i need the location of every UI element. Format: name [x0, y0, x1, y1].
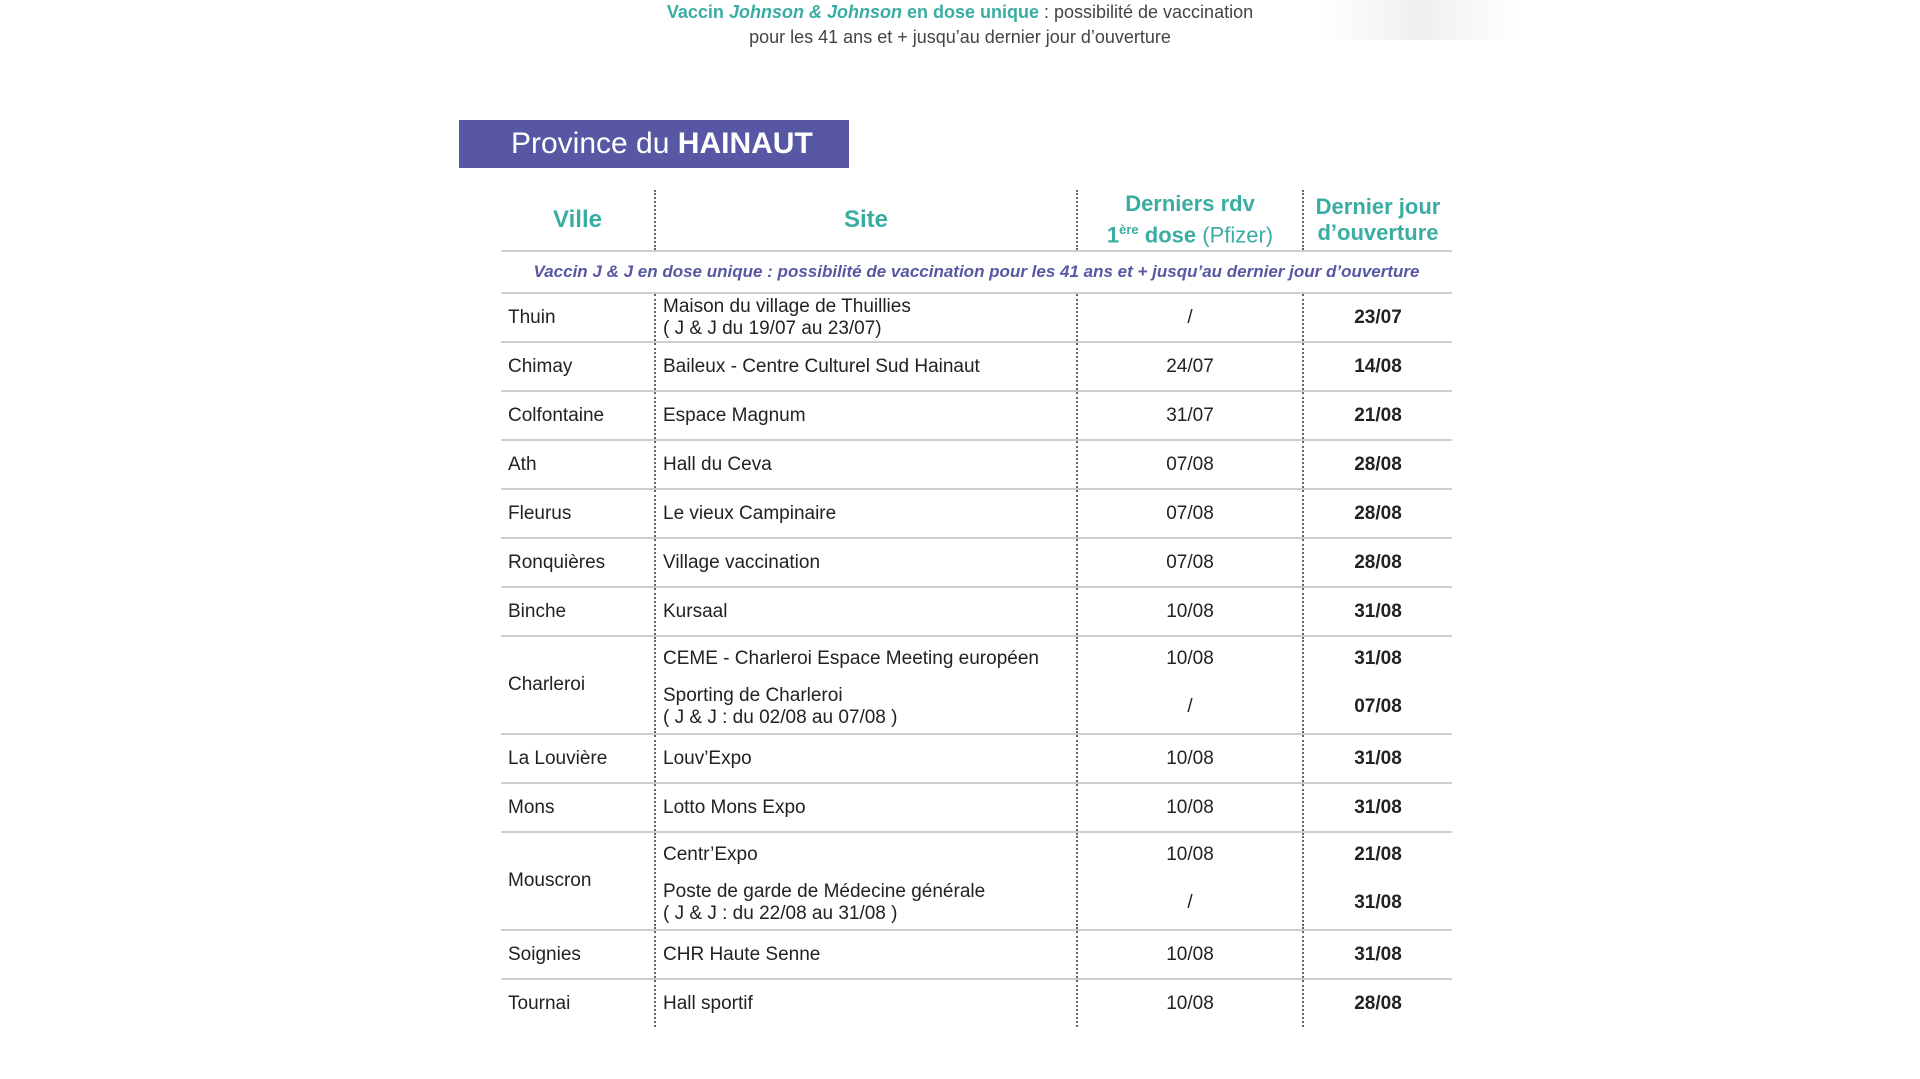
table-row: [501, 931, 1452, 980]
table-row: [501, 735, 1452, 784]
rdv-value: 10/08: [1166, 796, 1214, 818]
cell-rdv: [1078, 490, 1304, 537]
header-rdv: [1078, 190, 1304, 250]
jour-value: 21/08: [1354, 844, 1402, 865]
top-note-single-dose: en dose unique: [906, 2, 1039, 22]
site-name: Poste de garde de Médecine générale: [663, 881, 986, 902]
site-name: Louv’Expo: [663, 747, 752, 769]
cell-rdv: [1078, 980, 1304, 1027]
site-name: Baileux - Centre Culturel Sud Hainaut: [663, 355, 980, 377]
jour-value: 21/08: [1354, 404, 1402, 426]
cell-jour: [1304, 931, 1452, 978]
table-row: [501, 980, 1452, 1027]
top-note-vaccin: Vaccin: [666, 2, 724, 22]
header-jour-line2: d’ouverture: [1317, 220, 1439, 245]
cell-ville: Tournai: [501, 980, 656, 1027]
site-name: Le vieux Campinaire: [663, 502, 837, 524]
cell-jour: [1304, 833, 1452, 929]
cell-rdv: [1078, 441, 1304, 488]
cell-site: [656, 392, 1078, 439]
site-note: ( J & J : du 22/08 au 31/08 ): [663, 903, 898, 924]
rdv-value: 10/08: [1166, 648, 1214, 669]
cell-jour: [1304, 980, 1452, 1027]
cell-ville: Charleroi: [501, 637, 656, 733]
cell-rdv: [1078, 294, 1304, 341]
jour-value: 28/08: [1354, 992, 1402, 1014]
cell-rdv: [1078, 833, 1304, 929]
table-row: [501, 588, 1452, 637]
table-row: [501, 441, 1452, 490]
table-row: [501, 833, 1452, 931]
jour-value: 31/08: [1354, 747, 1402, 769]
jour-value: 31/08: [1354, 943, 1402, 965]
rdv-value: /: [1187, 892, 1193, 913]
cell-jour: [1304, 392, 1452, 439]
cell-jour: [1304, 441, 1452, 488]
table-header: [501, 190, 1452, 252]
site-name: Hall sportif: [663, 992, 753, 1014]
table-row: [501, 539, 1452, 588]
jour-value: 23/07: [1354, 306, 1402, 328]
cell-jour: [1304, 294, 1452, 341]
header-ville: Ville: [501, 190, 656, 250]
jour-value: 28/08: [1354, 453, 1402, 475]
cell-jour: [1304, 588, 1452, 635]
cell-ville: Thuin: [501, 294, 656, 341]
site-name: Maison du village de Thuillies: [663, 295, 911, 317]
rdv-value: 10/08: [1166, 747, 1214, 769]
cell-ville: Mons: [501, 784, 656, 831]
cell-site: [656, 931, 1078, 978]
site-name: Lotto Mons Expo: [663, 796, 806, 818]
table-row: [501, 392, 1452, 441]
cell-ville: Ath: [501, 441, 656, 488]
cell-ville: Binche: [501, 588, 656, 635]
jour-value: 31/08: [1354, 796, 1402, 818]
site-name: CHR Haute Senne: [663, 943, 821, 965]
rdv-value: 31/07: [1166, 404, 1214, 426]
jour-value: 28/08: [1354, 551, 1402, 573]
top-note: [0, 0, 1920, 50]
site-name: Hall du Ceva: [663, 453, 772, 475]
header-rdv-line1: Derniers rdv: [1125, 191, 1255, 217]
province-banner: [459, 120, 849, 168]
table-row: [501, 294, 1452, 343]
site-name: Kursaal: [663, 600, 728, 622]
rdv-value: 10/08: [1166, 844, 1214, 865]
site-name: CEME - Charleroi Espace Meeting européen: [663, 648, 1039, 669]
cell-site: [656, 735, 1078, 782]
cell-site: [656, 294, 1078, 341]
rdv-value: 07/08: [1166, 453, 1214, 475]
cell-rdv: [1078, 931, 1304, 978]
cell-jour: [1304, 539, 1452, 586]
header-jour-line1: Dernier jour: [1315, 194, 1441, 219]
site-note: ( J & J : du 02/08 au 07/08 ): [663, 707, 898, 728]
cell-rdv: [1078, 637, 1304, 733]
site-note: ( J & J du 19/07 au 23/07): [663, 317, 882, 339]
header-site: Site: [656, 190, 1078, 250]
cell-site: [656, 343, 1078, 390]
rdv-value: 10/08: [1166, 600, 1214, 622]
site-name: Espace Magnum: [663, 404, 806, 426]
cell-ville: La Louvière: [501, 735, 656, 782]
rdv-value: 10/08: [1166, 943, 1214, 965]
cell-site: [656, 588, 1078, 635]
jour-value: 31/08: [1354, 648, 1402, 669]
top-note-jj: Johnson & Johnson: [728, 2, 902, 22]
site-name: Village vaccination: [663, 551, 821, 573]
site-name: Centr’Expo: [663, 844, 758, 865]
cell-ville: Soignies: [501, 931, 656, 978]
cell-site: [656, 833, 1078, 929]
cell-rdv: [1078, 784, 1304, 831]
cell-ville: Mouscron: [501, 833, 656, 929]
cell-rdv: [1078, 343, 1304, 390]
cell-rdv: [1078, 539, 1304, 586]
cell-jour: [1304, 735, 1452, 782]
jour-value: 14/08: [1354, 355, 1402, 377]
jour-value: 07/08: [1354, 696, 1402, 717]
cell-ville: Chimay: [501, 343, 656, 390]
header-rdv-line2: 1ère dose (Pfizer): [1106, 222, 1274, 248]
table-row: [501, 343, 1452, 392]
vaccination-table: [501, 190, 1452, 1027]
cell-site: [656, 539, 1078, 586]
cell-jour: [1304, 637, 1452, 733]
cell-site: [656, 490, 1078, 537]
table-row: [501, 637, 1452, 735]
site-name: Sporting de Charleroi: [663, 685, 843, 706]
cell-rdv: [1078, 588, 1304, 635]
cell-jour: [1304, 784, 1452, 831]
cell-ville: Ronquières: [501, 539, 656, 586]
header-jour: [1304, 190, 1452, 250]
table-row: [501, 784, 1452, 833]
rdv-value: 07/08: [1166, 502, 1214, 524]
jour-value: 31/08: [1354, 600, 1402, 622]
cell-site: [656, 441, 1078, 488]
rdv-value: 10/08: [1166, 992, 1214, 1014]
province-name: HAINAUT: [677, 127, 813, 160]
cell-jour: [1304, 343, 1452, 390]
cell-ville: Colfontaine: [501, 392, 656, 439]
cell-jour: [1304, 490, 1452, 537]
top-note-line1: [0, 0, 1920, 25]
jour-value: 28/08: [1354, 502, 1402, 524]
jour-value: 31/08: [1354, 892, 1402, 913]
table-body: [501, 294, 1452, 1027]
rdv-value: 07/08: [1166, 551, 1214, 573]
cell-ville: Fleurus: [501, 490, 656, 537]
rdv-value: /: [1187, 696, 1193, 717]
top-note-line2: pour les 41 ans et + jusqu’au dernier jour d’ouverture: [749, 27, 1171, 47]
cell-rdv: [1078, 735, 1304, 782]
province-prefix: Province du: [511, 127, 670, 160]
cell-site: [656, 980, 1078, 1027]
cell-site: [656, 784, 1078, 831]
cell-rdv: [1078, 392, 1304, 439]
table-row: [501, 490, 1452, 539]
jj-note: Vaccin J & J en dose unique : possibilité de vaccination pour les 41 ans et + jusqu’au dernier jour d’ouverture: [501, 252, 1452, 294]
cell-site: [656, 637, 1078, 733]
rdv-value: /: [1187, 306, 1193, 328]
rdv-value: 24/07: [1166, 355, 1214, 377]
top-note-rest: : possibilité de vaccination: [1038, 2, 1254, 22]
